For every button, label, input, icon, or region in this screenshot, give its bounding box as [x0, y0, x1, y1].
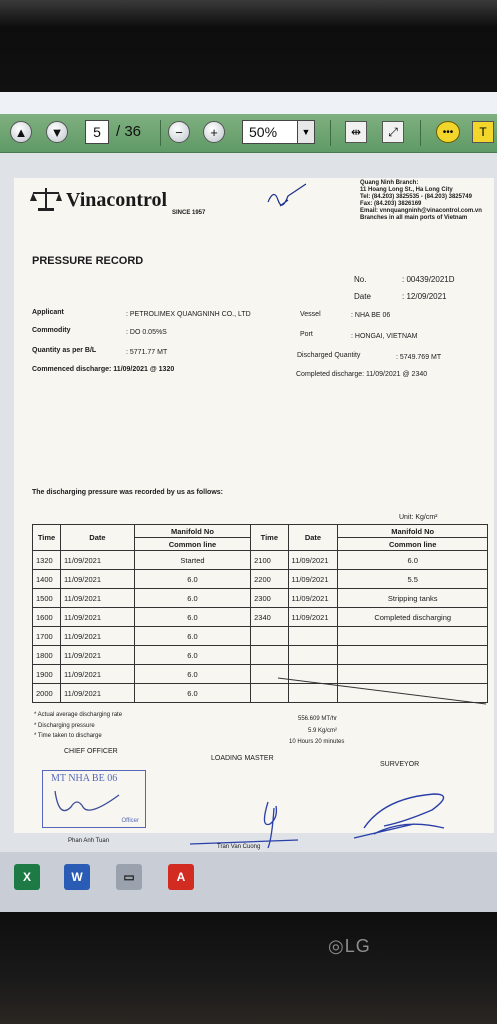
loading-master-signature	[190, 798, 300, 850]
word-icon[interactable]: W	[64, 864, 90, 890]
th-manifold-left: Manifold No	[134, 525, 250, 538]
commenced-discharge: Commenced discharge: 11/09/2021 @ 1320	[32, 366, 175, 373]
zoom-out-button[interactable]: −	[168, 121, 190, 143]
monitor-brand-logo: ◎LG	[328, 936, 371, 956]
ship-stamp: MT NHA BE 06 Officer	[42, 770, 146, 828]
monitor-bezel-bottom	[0, 912, 497, 1024]
menu-bar	[0, 92, 497, 115]
commodity-label: Commodity	[32, 327, 71, 334]
page-total-label: / 36	[116, 123, 142, 140]
th-date-right: Date	[288, 525, 338, 551]
qty-bl-value: : 5771.77 MT	[126, 349, 168, 356]
port-label: Port	[300, 331, 313, 338]
th-time-left: Time	[33, 525, 61, 551]
date-value: : 12/09/2021	[402, 292, 447, 301]
toolbar-separator	[330, 120, 331, 146]
recorded-note: The discharging pressure was recorded by us as follows:	[32, 489, 223, 496]
unit-label: Unit: Kg/cm²	[399, 514, 438, 521]
surveyor-label: SURVEYOR	[380, 761, 420, 768]
discharged-value: : 5749.769 MT	[396, 354, 442, 361]
date-label: Date	[354, 292, 371, 301]
pressure-label: * Discharging pressure	[34, 723, 95, 729]
loading-master-label: LOADING MASTER	[211, 755, 274, 762]
scanner-icon[interactable]: ▭	[116, 864, 142, 890]
table-row: 1500 11/09/2021 6.0 2300 11/09/2021 Stripping tanks	[33, 589, 488, 608]
zoom-level-input[interactable]: 50%	[242, 120, 298, 144]
zoom-dropdown-icon[interactable]: ▼	[297, 120, 315, 144]
next-page-button[interactable]: ▼	[46, 121, 68, 143]
th-manifold-right: Manifold No	[338, 525, 488, 538]
table-row: 1800 11/09/2021 6.0	[33, 646, 488, 665]
table-row: 1400 11/09/2021 6.0 2200 11/09/2021 5.5	[33, 570, 488, 589]
table-row: 1600 11/09/2021 6.0 2340 11/09/2021 Completed discharging	[33, 608, 488, 627]
excel-icon[interactable]: X	[14, 864, 40, 890]
applicant-label: Applicant	[32, 309, 64, 316]
toolbar-separator	[160, 120, 161, 146]
toolbar-separator	[420, 120, 421, 146]
acrobat-icon[interactable]: A	[168, 864, 194, 890]
qty-bl-label: Quantity as per B/L	[32, 347, 97, 354]
pressure-value: 5.9 Kg/cm²	[308, 728, 338, 734]
company-since: SINCE 1957	[172, 210, 206, 216]
discharged-label: Discharged Quantity	[297, 352, 361, 359]
zoom-in-button[interactable]: +	[203, 121, 225, 143]
highlight-text-icon[interactable]: T	[472, 121, 494, 143]
scale-logo-icon	[30, 186, 62, 212]
th-common-right: Common line	[338, 538, 488, 551]
rate-label: * Actual average discharging rate	[34, 712, 123, 718]
comment-icon[interactable]: •••	[436, 121, 460, 143]
pdf-page	[14, 178, 494, 850]
time-label: * Time taken to discharge	[34, 733, 102, 739]
applicant-value: : PETROLIMEX QUANGNINH CO., LTD	[126, 311, 251, 318]
chief-officer-label: CHIEF OFFICER	[64, 748, 118, 755]
time-value: 10 Hours 20 minutes	[289, 739, 345, 745]
fit-page-icon[interactable]: ⤢	[382, 121, 404, 143]
strike-line	[278, 676, 488, 706]
chief-officer-name: Phan Anh Tuan	[68, 838, 110, 844]
fit-width-icon[interactable]: ⇹	[345, 121, 367, 143]
pdf-toolbar	[0, 114, 497, 153]
vessel-value: : NHA BE 06	[351, 312, 391, 319]
no-value: : 00439/2021D	[402, 275, 455, 284]
commodity-value: : DO 0.05%S	[126, 329, 167, 336]
initials-signature	[266, 182, 312, 210]
surveyor-signature	[344, 788, 464, 848]
rate-value: 556.609 MT/hr	[298, 716, 338, 722]
completed-discharge: Completed discharge: 11/09/2021 @ 2340	[296, 371, 428, 378]
loading-master-name: Tran Van Cuong	[217, 844, 261, 850]
th-time-right: Time	[251, 525, 288, 551]
table-row: 1900 11/09/2021 6.0	[33, 665, 488, 684]
monitor-bezel-top	[0, 0, 497, 92]
branch-info: Quang Ninh Branch: 11 Hoang Long St., Ha Long City Tel: (84.203) 3825535 - (84.203) 3825749 Fax: (84.203) 3826169 Email: vnnquangninh@vinacontrol.com.vn Branches in all main ports of Vietnam	[360, 180, 482, 221]
document-title: PRESSURE RECORD	[32, 255, 144, 267]
table-row: 2000 11/09/2021 6.0	[33, 684, 488, 703]
page-number-input[interactable]: 5	[85, 120, 109, 144]
vessel-label: Vessel	[300, 311, 321, 318]
company-name: Vinacontrol	[66, 189, 168, 211]
table-row: 1320 11/09/2021 Started 2100 11/09/2021 6.0	[33, 551, 488, 570]
port-value: : HONGAI, VIETNAM	[351, 333, 418, 340]
taskbar	[0, 852, 497, 912]
monitor-screen	[0, 92, 497, 912]
no-label: No.	[354, 275, 367, 284]
table-row: 1700 11/09/2021 6.0	[33, 627, 488, 646]
previous-page-button[interactable]: ▲	[10, 121, 32, 143]
th-date-left: Date	[61, 525, 135, 551]
th-common-left: Common line	[134, 538, 250, 551]
